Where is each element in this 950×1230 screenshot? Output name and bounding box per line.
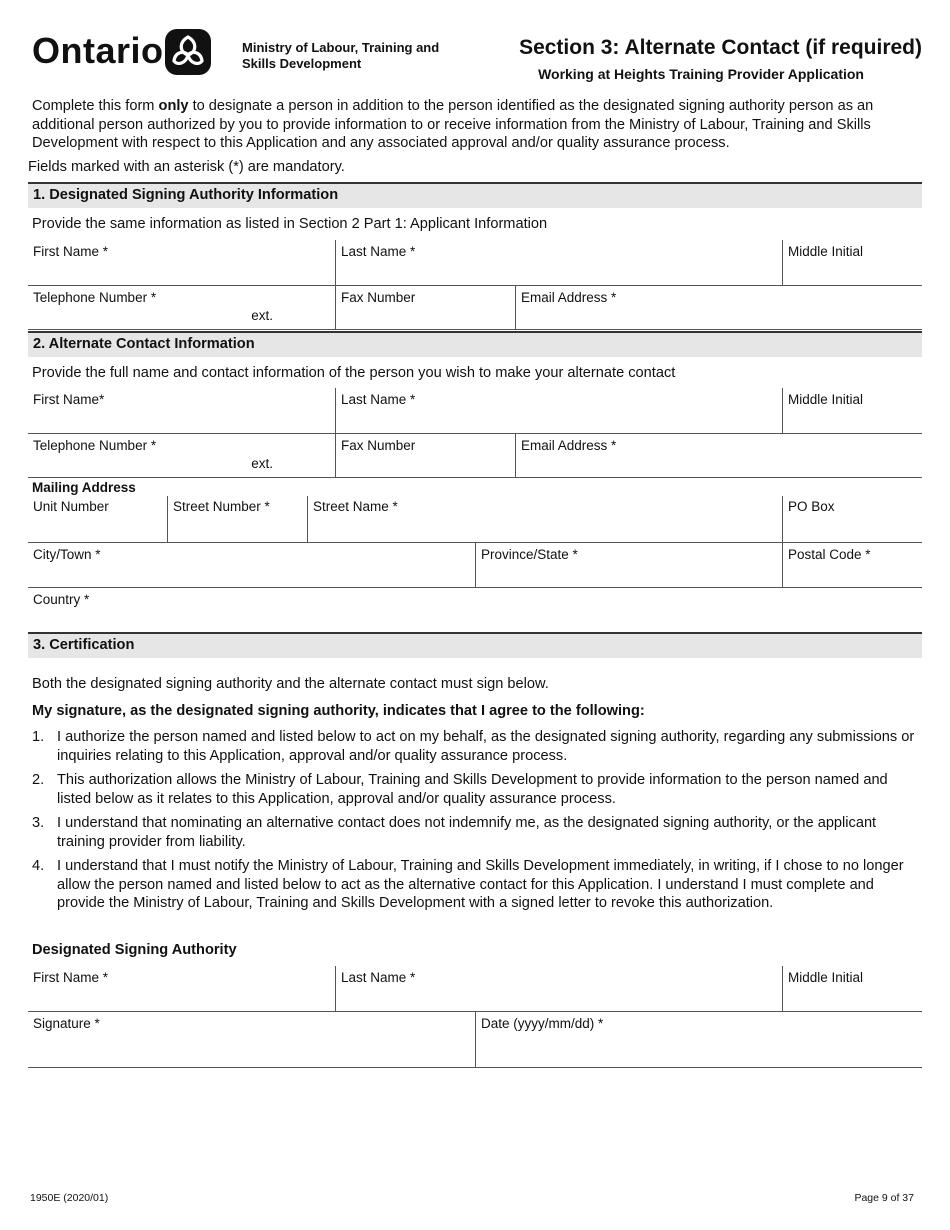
page-header: [32, 24, 922, 84]
s2-last-name-field[interactable]: [335, 388, 782, 434]
s1-last-name-label: Last Name *: [341, 244, 416, 259]
section3-header: [28, 632, 922, 658]
ministry-name: Ministry of Labour, Training and Skills Development: [242, 40, 440, 71]
s1-first-name-field[interactable]: [28, 240, 335, 286]
certification-list: [32, 728, 922, 919]
city-label: City/Town *: [33, 547, 101, 562]
s3-first-name-field[interactable]: [28, 966, 335, 1012]
signature-field[interactable]: [28, 1012, 475, 1068]
section2-note: Provide the full name and contact information of the person you wish to make your alternate contact: [32, 365, 676, 381]
s2-fax-field[interactable]: [335, 434, 515, 478]
s2-ext-label: ext.: [251, 456, 273, 471]
list-item-text: I understand that I must notify the Ministry of Labour, Training and Skills Development immediately, in writing, if I chose to no longer allow the person named and listed below to act as the alternative contact for this Application. I understand I must complete and provide the Ministry of Labour, Training and Skills Development with a signed letter to revoke this authorization.: [57, 858, 904, 911]
unit-number-label: Unit Number: [33, 499, 109, 514]
city-field[interactable]: [28, 543, 475, 588]
ontario-logo-text: Ontario: [32, 30, 164, 71]
intro-before: Complete this form: [32, 98, 159, 114]
s1-telephone-label: Telephone Number *: [33, 290, 157, 305]
certification-statement: My signature, as the designated signing authority, indicates that I agree to the following:: [32, 703, 645, 719]
mandatory-note: Fields marked with an asterisk (*) are mandatory.: [28, 159, 345, 175]
section-title: Section 3: Alternate Contact (if required): [519, 36, 922, 59]
section3-title: 3. Certification: [33, 637, 135, 653]
s3-middle-initial-label: Middle Initial: [788, 970, 864, 985]
list-item: [32, 771, 922, 808]
s3-last-name-label: Last Name *: [341, 970, 416, 985]
list-item: [32, 814, 922, 851]
s2-email-field[interactable]: [515, 434, 922, 478]
list-item-number: 1.: [32, 729, 45, 745]
list-item-text: I authorize the person named and listed below to act on my behalf, as the designated signing authority, regarding any submissions or inquiries relating to this Application, approval and/or quality assurance process.: [57, 729, 915, 764]
intro-paragraph: [32, 97, 922, 153]
s1-telephone-field[interactable]: [28, 286, 335, 330]
s3-first-name-label: First Name *: [33, 970, 109, 985]
s2-first-name-field[interactable]: [28, 388, 335, 434]
s1-last-name-field[interactable]: [335, 240, 782, 286]
list-item-text: I understand that nominating an alternative contact does not indemnify me, as the designated signing authority, or the applicant training provider from liability.: [57, 815, 877, 850]
list-item-number: 3.: [32, 815, 45, 831]
form-number: 1950E (2020/01): [30, 1192, 109, 1204]
street-number-label: Street Number *: [173, 499, 270, 514]
form-title: Working at Heights Training Provider Application: [538, 66, 864, 82]
s3-last-name-field[interactable]: [335, 966, 782, 1012]
list-item-text: This authorization allows the Ministry of Labour, Training and Skills Development to provide information to the person named and listed below as it relates to this Application, approval and/or quality assurance process.: [57, 772, 888, 807]
section1-header: [28, 182, 922, 208]
signature-label: Signature *: [33, 1016, 100, 1031]
section1-note: Provide the same information as listed in Section 2 Part 1: Applicant Information: [32, 216, 548, 232]
s1-email-label: Email Address *: [521, 290, 617, 305]
section2-title: 2. Alternate Contact Information: [33, 336, 255, 352]
unit-number-field[interactable]: [28, 496, 167, 543]
page-number: Page 9 of 37: [854, 1192, 914, 1204]
s1-middle-initial-field[interactable]: [782, 240, 922, 286]
s2-email-label: Email Address *: [521, 438, 617, 453]
s3-middle-initial-field[interactable]: [782, 966, 922, 1012]
s1-middle-initial-label: Middle Initial: [788, 244, 864, 259]
s2-last-name-label: Last Name *: [341, 392, 416, 407]
province-field[interactable]: [475, 543, 782, 588]
s1-first-name-label: First Name *: [33, 244, 109, 259]
list-item-number: 4.: [32, 858, 45, 874]
list-item: [32, 728, 922, 765]
s1-fax-label: Fax Number: [341, 290, 416, 305]
s2-middle-initial-field[interactable]: [782, 388, 922, 434]
street-name-field[interactable]: [307, 496, 782, 543]
s1-fax-field[interactable]: [335, 286, 515, 330]
s2-telephone-label: Telephone Number *: [33, 438, 157, 453]
mailing-address-header: Mailing Address: [32, 480, 136, 495]
list-item-number: 2.: [32, 772, 45, 788]
intro-bold: only: [158, 98, 189, 114]
date-label: Date (yyyy/mm/dd) *: [481, 1016, 604, 1031]
country-label: Country *: [33, 592, 90, 607]
street-name-label: Street Name *: [313, 499, 398, 514]
s2-middle-initial-label: Middle Initial: [788, 392, 864, 407]
s1-email-field[interactable]: [515, 286, 922, 330]
dsa-header: Designated Signing Authority: [32, 942, 237, 958]
country-field[interactable]: [28, 588, 922, 632]
s2-telephone-field[interactable]: [28, 434, 335, 478]
po-box-field[interactable]: [782, 496, 922, 543]
po-box-label: PO Box: [788, 499, 835, 514]
province-label: Province/State *: [481, 547, 578, 562]
certification-lead: Both the designated signing authority and the alternate contact must sign below.: [32, 676, 549, 692]
postal-code-field[interactable]: [782, 543, 922, 588]
street-number-field[interactable]: [167, 496, 307, 543]
s2-first-name-label: First Name*: [33, 392, 105, 407]
section1-title: 1. Designated Signing Authority Information: [33, 187, 339, 203]
list-item: [32, 857, 922, 913]
intro-after: to designate a person in addition to the person identified as the designated signing authority person as an additional person authorized by you to provide information to or receive information from the Ministry of Labour, Training and Skills Development with respect to this Application and any associated approval and/or quality assurance process.: [32, 98, 874, 151]
section2-header: [28, 331, 922, 357]
trillium-logo-icon: [164, 28, 212, 76]
s1-ext-label: ext.: [251, 308, 273, 323]
postal-code-label: Postal Code *: [788, 547, 871, 562]
s2-fax-label: Fax Number: [341, 438, 416, 453]
date-field[interactable]: [475, 1012, 922, 1068]
